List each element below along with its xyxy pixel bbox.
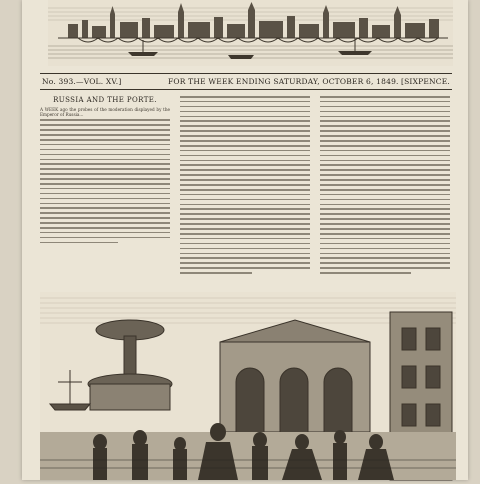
column-1-text-block (40, 119, 170, 243)
article-column-2 (180, 96, 310, 292)
article-column-1 (40, 96, 170, 246)
masthead-rule-bottom (40, 89, 452, 90)
article-title: RUSSIA AND THE PORTE. (53, 96, 157, 104)
column-3-text-block (320, 96, 450, 274)
issue-price: [SIXPENCE. (400, 77, 450, 86)
engraving-illustration (40, 292, 456, 480)
masthead-engraving (48, 0, 453, 66)
masthead-rule-top (40, 73, 452, 74)
column-2-text-block (180, 96, 310, 274)
issue-number: No. 393.—VOL. XV.] (42, 77, 122, 86)
newspaper-page (22, 0, 468, 480)
article-column-3 (320, 96, 450, 292)
issue-date: FOR THE WEEK ENDING SATURDAY, OCTOBER 6, 1849. (168, 77, 399, 86)
issue-line (40, 76, 452, 88)
article-lead-text: A WEEK ago the probes of the moderation displayed by the Emperor of Russia... (40, 107, 172, 118)
